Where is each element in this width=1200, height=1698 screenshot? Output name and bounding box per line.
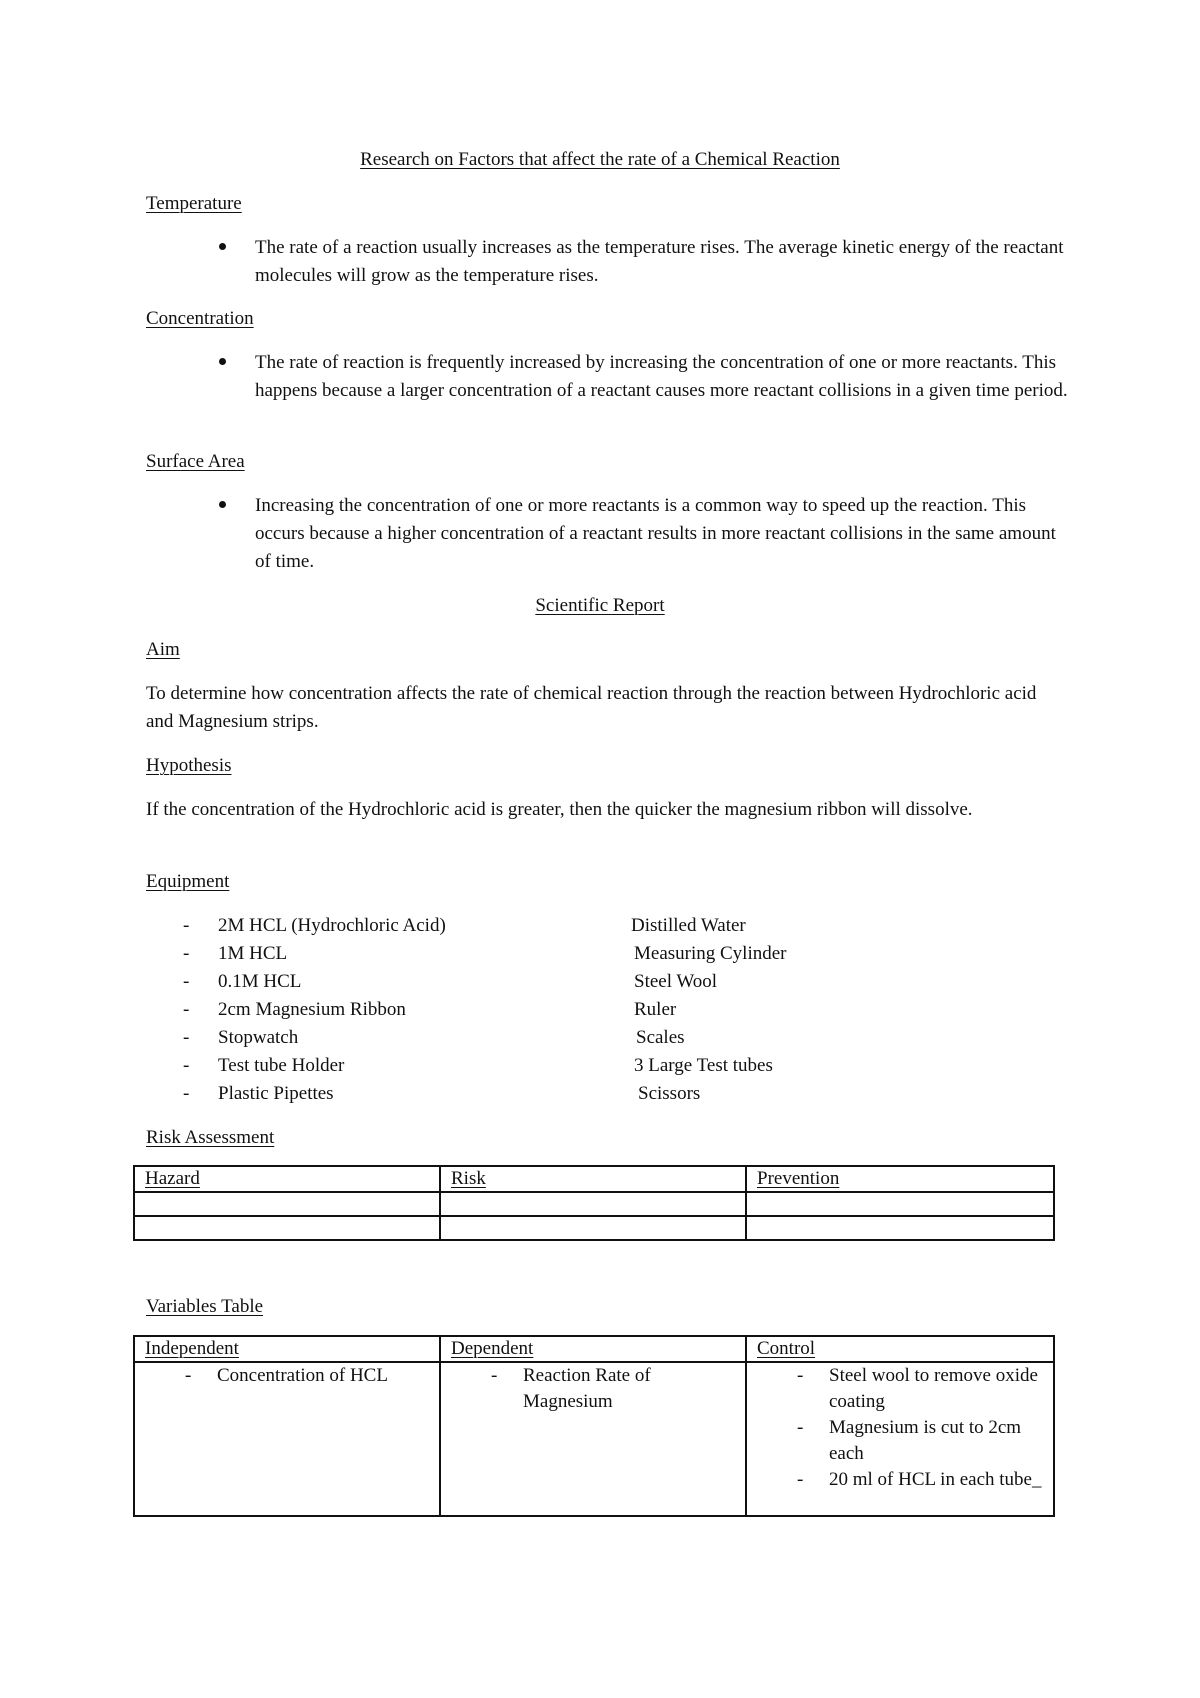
dash-marker: - [183,915,190,936]
table-header-row [134,1336,1054,1362]
column-header-prevention: Prevention [757,1168,840,1189]
equipment-item: Ruler [634,999,677,1020]
dash-marker: - [183,1083,190,1104]
dash-marker: - [183,943,190,964]
bullet-icon [219,243,226,250]
independent-cell [134,1362,440,1516]
column-header-independent: Independent [145,1338,239,1359]
section-heading-concentration: Concentration [146,308,254,329]
hypothesis-heading: Hypothesis [146,755,232,776]
variables-table [133,1335,1055,1517]
equipment-item: Test tube Holder [218,1055,345,1076]
equipment-item: Distilled Water [631,915,746,936]
dependent-variable: Reaction Rate of Magnesium [523,1365,651,1412]
column-header-control: Control [757,1338,816,1359]
aim-text: To determine how concentration affects the rate of chemical reaction through the reaction between Hydrochloric acid and Magnesium strips. [146,683,1037,732]
equipment-item: 2cm Magnesium Ribbon [218,999,406,1020]
table-cell [440,1216,746,1240]
control-variable: Magnesium is cut to 2cm each [829,1417,1022,1464]
equipment-item: 0.1M HCL [218,971,302,992]
equipment-item: 3 Large Test tubes [634,1055,773,1076]
list-item [757,1363,1043,1415]
report-title: Scientific Report [535,595,665,616]
list-item [145,1363,429,1389]
column-header-hazard: Hazard [145,1168,200,1189]
table-row [134,1362,1054,1516]
aim-heading: Aim [146,639,180,660]
equipment-item: Measuring Cylinder [634,943,787,964]
hypothesis-text: If the concentration of the Hydrochloric acid is greater, then the quicker the magnesium ribbon will dissolve. [146,799,973,820]
document-title: Research on Factors that affect the rate of a Chemical Reaction [360,149,840,170]
table-row [134,1192,1054,1216]
dash-marker: - [183,999,190,1020]
column-header-dependent: Dependent [451,1338,534,1359]
list-item [757,1415,1043,1467]
dependent-cell [440,1362,746,1516]
control-variable: 20 ml of HCL in each tube_ [829,1469,1042,1490]
dash-marker: - [183,1055,190,1076]
equipment-item: Steel Wool [634,971,718,992]
section-heading-temperature: Temperature [146,193,242,214]
equipment-item: Scales [636,1027,685,1048]
temperature-bullet: The rate of a reaction usually increases as the temperature rises. The average kinetic energy of the reactant molecules will grow as the temperature rises. [255,237,1064,286]
dash-marker: - [797,1417,804,1438]
column-header-risk: Risk [451,1168,486,1189]
bullet-icon [219,501,226,508]
variables-table-heading: Variables Table [146,1296,264,1317]
equipment-heading: Equipment [146,871,230,892]
list-item [757,1467,1043,1493]
control-variable: Steel wool to remove oxide coating [829,1365,1038,1412]
bullet-icon [219,358,226,365]
table-cell [134,1192,440,1216]
risk-assessment-table [133,1165,1055,1241]
list-item [451,1363,735,1415]
section-heading-surface-area: Surface Area [146,451,245,472]
table-cell [746,1192,1054,1216]
table-row [134,1216,1054,1240]
surface-area-bullet: Increasing the concentration of one or more reactants is a common way to speed up the reaction. This occurs because a higher concentration of a reactant results in more reactant collisions in the same amount of time. [255,495,1056,572]
concentration-bullet: The rate of reaction is frequently increased by increasing the concentration of one or more reactants. This happens because a larger concentration of a reactant causes more reactant collisions in a given time period. [255,352,1068,401]
equipment-item: Stopwatch [218,1027,299,1048]
control-cell [746,1362,1054,1516]
dash-marker: - [183,971,190,992]
risk-assessment-heading: Risk Assessment [146,1127,275,1148]
table-header-row [134,1166,1054,1192]
independent-variable: Concentration of HCL [217,1365,388,1386]
equipment-item: 1M HCL [218,943,288,964]
equipment-item: 2M HCL (Hydrochloric Acid) [218,915,446,936]
dash-marker: - [491,1365,498,1386]
dash-marker: - [797,1365,804,1386]
dash-marker: - [797,1469,804,1490]
equipment-item: Scissors [638,1083,701,1104]
dash-marker: - [185,1365,192,1386]
table-cell [746,1216,1054,1240]
table-cell [440,1192,746,1216]
dash-marker: - [183,1027,190,1048]
equipment-item: Plastic Pipettes [218,1083,334,1104]
table-cell [134,1216,440,1240]
